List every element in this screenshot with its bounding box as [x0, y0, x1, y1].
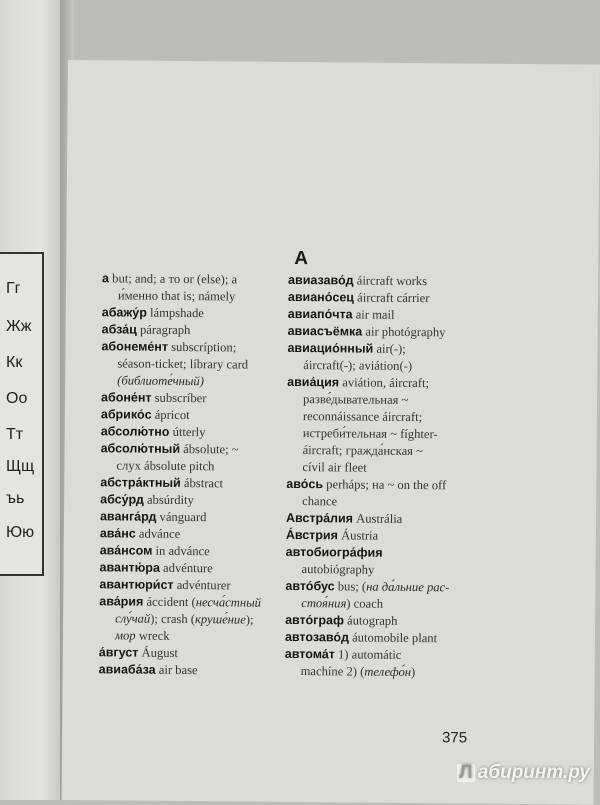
dictionary-entry: [287, 425, 517, 444]
alphabet-cell: Юю: [6, 524, 35, 541]
dictionary-entry: [102, 287, 302, 306]
headword: ава́рия: [99, 594, 144, 609]
dictionary-entry: [287, 357, 517, 376]
translation: áircraft works: [356, 273, 428, 289]
translation: Áustria: [341, 528, 379, 543]
dictionary-entry: [287, 340, 517, 359]
translation: vánguard: [159, 509, 207, 525]
dictionary-entry: [285, 595, 515, 614]
translation-continued: истреби́тельная ~ fíghter-: [302, 426, 438, 442]
alphabet-cell: Гг: [6, 280, 21, 297]
dictionary-entry: [288, 323, 518, 342]
labirint-logo-icon: Л: [457, 764, 475, 782]
dictionary-entry: [99, 661, 299, 680]
translation-continued: слух ábsolute pitch: [116, 458, 215, 474]
dictionary-entry: [287, 442, 517, 461]
translation-continued: ) coach: [346, 596, 384, 611]
dictionary-entry: [285, 646, 515, 665]
translation: útterly: [172, 424, 206, 440]
translation: air base: [158, 662, 198, 678]
headword: аванга́рд: [99, 509, 157, 524]
dictionary-entry: [286, 459, 516, 478]
dictionary-entry: [285, 629, 515, 648]
dictionary-entry: [288, 289, 518, 308]
alphabet-cell: ъь: [6, 490, 25, 507]
translation: lámpshade: [149, 305, 204, 321]
headword: ава́нсом: [99, 543, 153, 558]
alphabet-cell: Тт: [6, 426, 24, 443]
dictionary-entry: [100, 457, 300, 476]
page-number: 375: [442, 729, 468, 747]
dictionary-entry: [101, 423, 301, 442]
headword: абсу́рд: [100, 492, 144, 507]
dictionary-entry: [285, 612, 515, 631]
translation: absúrdity: [146, 492, 194, 508]
translation-continued: autobiógraphy: [301, 562, 375, 577]
translation-continued: cívil air fleet: [302, 460, 367, 475]
translation-continued: );: [245, 612, 254, 627]
dictionary-entry: [99, 627, 299, 646]
translation: Áugust: [141, 645, 178, 660]
alphabet-cell: Кк: [6, 354, 23, 371]
dictionary-entry: [285, 663, 515, 682]
translation: páragraph: [139, 322, 191, 338]
dictionary-entry: [286, 476, 516, 495]
dictionary-entry: [99, 644, 299, 663]
dictionary-entry: [285, 578, 515, 597]
dictionary-entry: [286, 527, 516, 546]
dictionary-entry: [285, 561, 515, 580]
translation: ábstract: [183, 476, 224, 491]
dictionary-entry: [102, 270, 302, 289]
translation: advénturer: [176, 577, 231, 593]
translation: air(-);: [376, 341, 406, 356]
headword: абза́ц: [101, 322, 137, 337]
headword: автома́т: [284, 646, 335, 662]
dictionary-entry: [100, 525, 300, 544]
usage-note: телефо́н: [364, 664, 412, 680]
dictionary-entry: [99, 593, 299, 612]
dictionary-entry: [286, 544, 516, 563]
headword: автобиогра́фия: [285, 544, 383, 560]
headword: А́встрия: [285, 527, 339, 543]
translation: but; and; а то or (else); а: [112, 271, 238, 287]
translation-continued: reconnáissance áircraft;: [302, 409, 423, 425]
headword: а́вгуст: [98, 645, 139, 660]
headword: авиаба́за: [98, 662, 156, 677]
translation: air mail: [355, 307, 395, 322]
alphabet-cell: Щщ: [6, 458, 35, 475]
translation: ápricot: [154, 407, 190, 423]
translation: áircraft cárrier: [357, 290, 430, 306]
headword: абажу́р: [101, 305, 147, 320]
translation: in advánce: [155, 543, 210, 559]
headword: авиасъёмка: [287, 323, 363, 339]
dictionary-entry: [288, 272, 518, 291]
headword: Австра́лия: [285, 510, 354, 526]
headword: абсолю́тный: [100, 441, 181, 456]
translation-continued: áircraft; гражда́нская ~: [302, 443, 424, 459]
translation-continued: ): [411, 665, 416, 680]
translation: aviátion, áircraft;: [342, 375, 430, 391]
dictionary-entry: [101, 389, 301, 408]
translation: subscríber: [154, 390, 207, 406]
dictionary-entry: [288, 306, 518, 325]
headword: абоне́нт: [100, 390, 152, 405]
translation-continued: machíne 2) (: [300, 664, 365, 679]
dictionary-entry: [100, 491, 300, 510]
usage-note: на да́льние рас-: [366, 579, 450, 595]
labirint-watermark: [457, 762, 590, 784]
translation: advánce: [138, 526, 181, 541]
dictionary-entry: [101, 355, 301, 374]
dictionary-entry: [287, 408, 517, 427]
headword: абстра́ктный: [100, 475, 181, 491]
headword: абрико́с: [100, 407, 152, 422]
translation: perháps; на ~ on the off: [326, 477, 447, 493]
dictionary-entry: [102, 304, 302, 323]
usage-note: (библиоте́чный): [117, 373, 204, 389]
usage-note: слу́чай: [115, 611, 151, 626]
usage-note: круше́ние: [194, 612, 246, 627]
headword: автозаво́д: [284, 629, 350, 645]
headword: абсолю́тно: [100, 424, 170, 439]
alphabet-table: [0, 252, 44, 576]
dictionary-entry: [101, 440, 301, 459]
translation: subscríption;: [171, 339, 237, 355]
translation-continued: и́менно that is; námely: [117, 288, 236, 304]
dictionary-entry: [286, 493, 516, 512]
dictionary-entry: [99, 610, 299, 629]
dictionary-entry: [100, 508, 300, 527]
translation-continued: ); crash (: [150, 611, 196, 627]
translation: Austrália: [356, 511, 403, 526]
entries-right-column: [285, 272, 519, 682]
translation-continued: wreck: [135, 628, 170, 643]
headword: а: [102, 271, 110, 286]
dictionary-page: [62, 60, 600, 805]
translation: áccident (: [146, 594, 196, 610]
entries-left-column: [99, 270, 303, 680]
usage-note: стоя́ния: [301, 596, 347, 611]
headword: аво́сь: [286, 476, 324, 492]
dictionary-entry: [102, 321, 302, 340]
watermark-text: абиринт.ру: [477, 762, 590, 783]
alphabet-cell: Оо: [6, 390, 28, 407]
translation-continued: разве́дывательная ~: [302, 392, 409, 407]
translation-continued: séason-ticket; líbrary card: [117, 356, 249, 372]
dictionary-entry: [99, 559, 299, 578]
headword: авиазаво́д: [288, 272, 354, 288]
dictionary-entry: [99, 576, 299, 595]
headword: авиано́сец: [287, 289, 355, 305]
dictionary-entry: [286, 510, 516, 529]
translation: bus; (: [337, 579, 367, 594]
headword: авиацио́нный: [287, 340, 374, 356]
translation: 1) automátic: [337, 647, 402, 662]
headword: авантю́ра: [99, 560, 160, 575]
translation-continued: chance: [302, 494, 338, 509]
dictionary-entry: [101, 406, 301, 425]
dictionary-entry: [101, 372, 301, 391]
alphabet-cell: Жж: [6, 318, 32, 335]
translation: áutomobile plant: [352, 630, 438, 646]
dictionary-entry: [100, 474, 300, 493]
dictionary-entry: [287, 391, 517, 410]
translation: advénture: [163, 560, 213, 576]
headword: авиа́ция: [287, 374, 340, 390]
headword: авто́граф: [285, 612, 344, 628]
dictionary-entry: [287, 374, 517, 393]
headword: ава́нс: [99, 526, 136, 541]
usage-note: мор: [114, 628, 136, 643]
letter-heading: А: [294, 247, 309, 270]
translation: ábsolute; ~: [183, 442, 239, 457]
translation: air photógraphy: [365, 324, 446, 340]
headword: авиапо́чта: [287, 306, 353, 322]
left-page: [0, 0, 68, 800]
dictionary-entry: [100, 542, 300, 561]
usage-note: несча́стный: [195, 595, 262, 610]
dictionary-entry: [101, 338, 301, 357]
translation-continued: áircraft(-); aviátion(-): [303, 358, 413, 374]
headword: абонеме́нт: [101, 339, 169, 354]
translation: áutograph: [347, 613, 398, 628]
headword: авто́бус: [285, 578, 335, 594]
headword: авантюри́ст: [99, 577, 174, 592]
